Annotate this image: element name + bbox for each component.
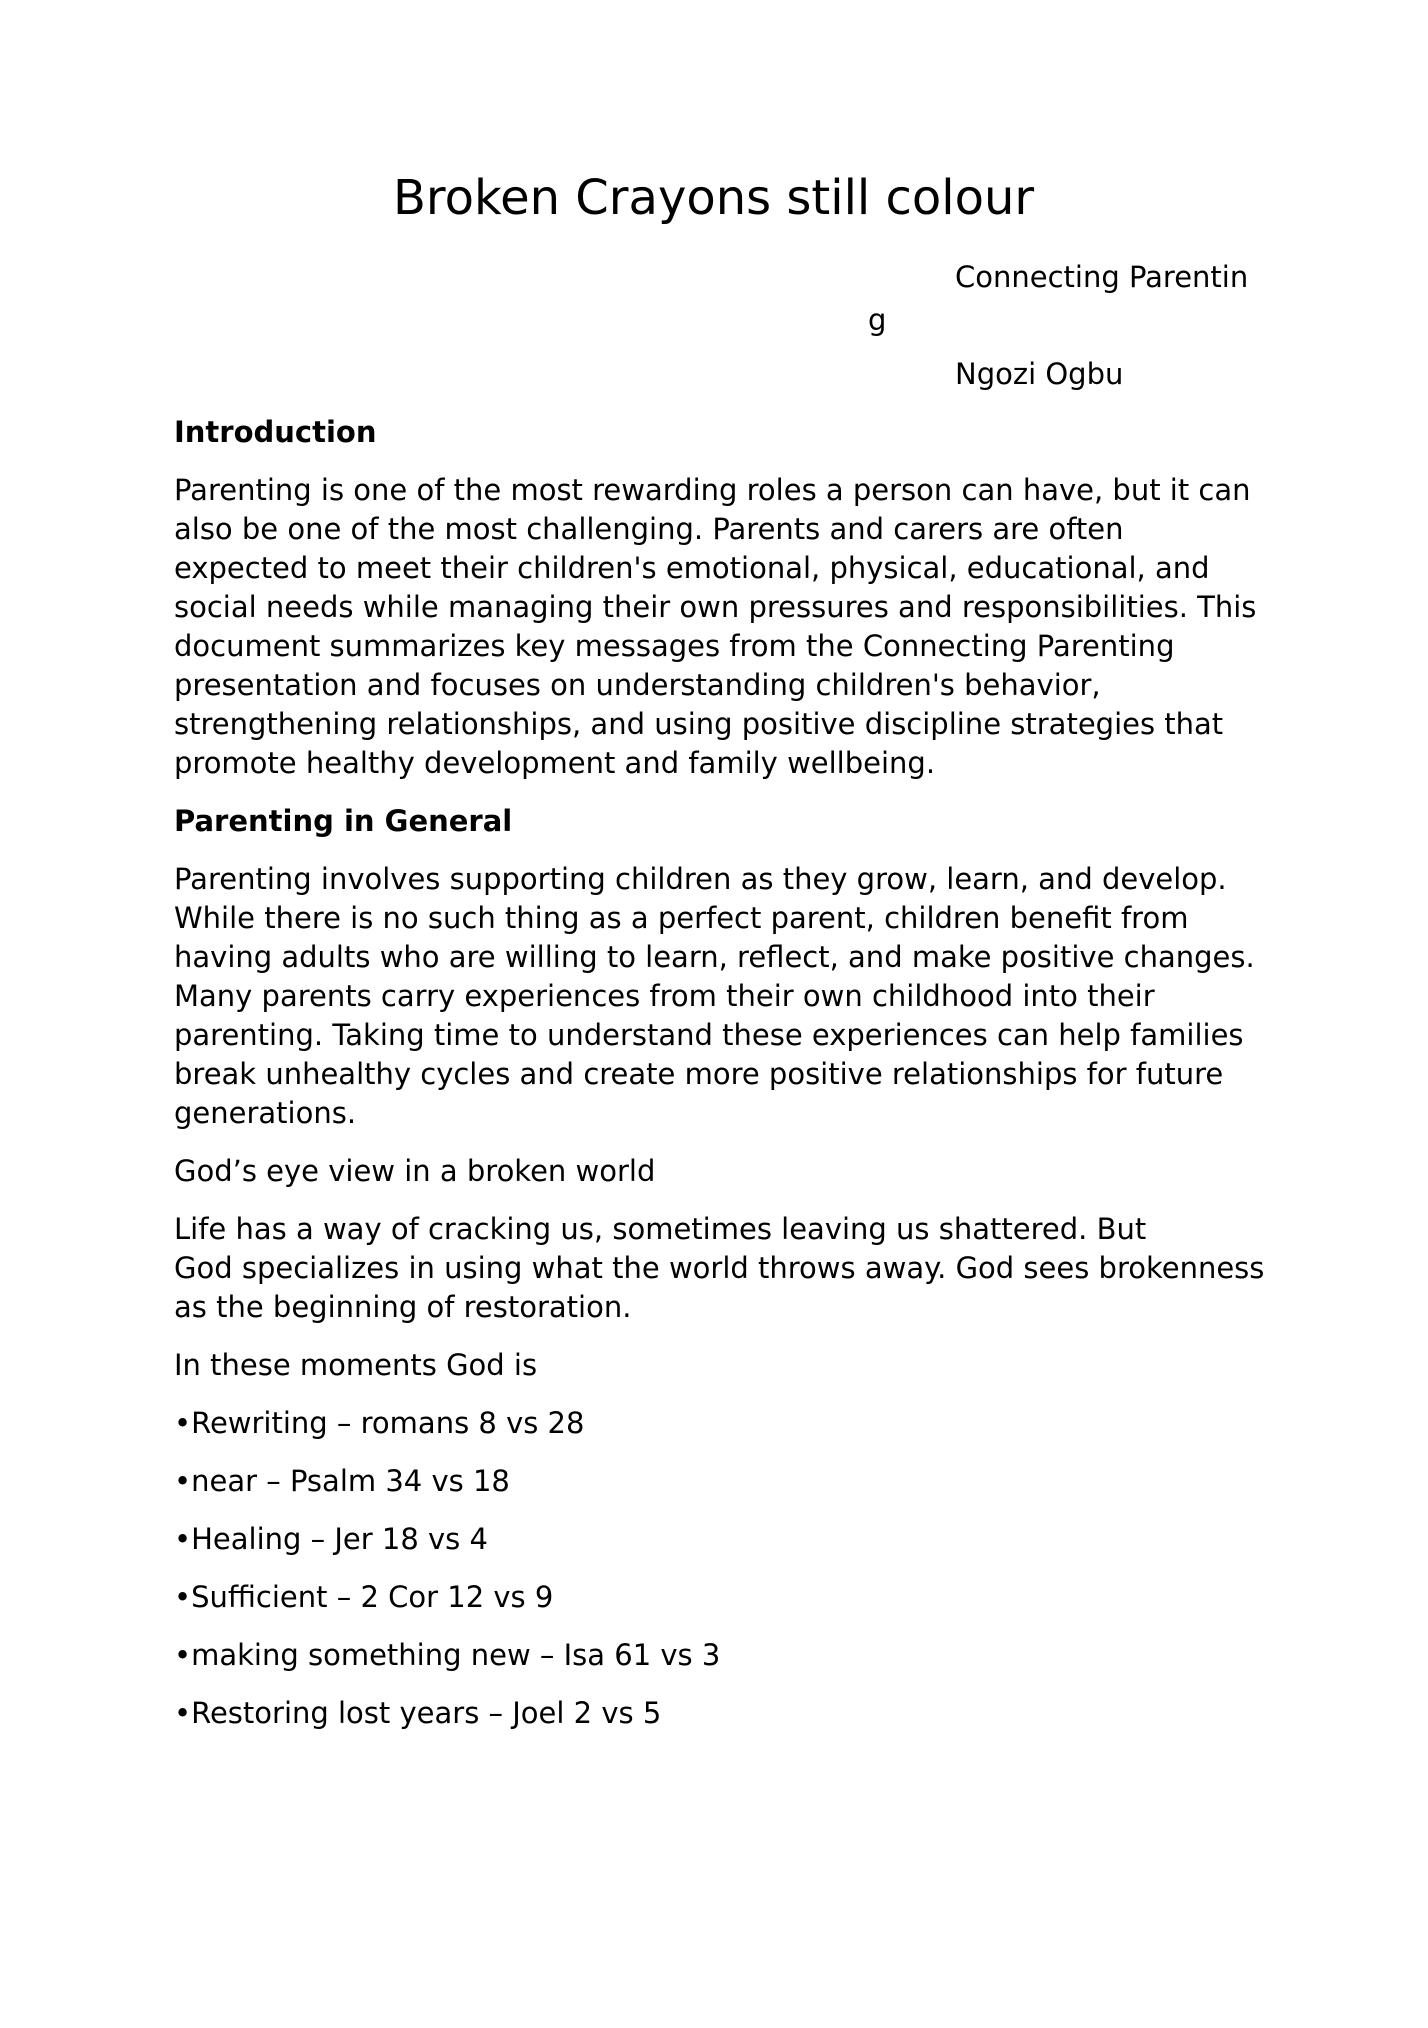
bullet-item: •Healing – Jer 18 vs 4 (174, 1522, 488, 1556)
document-title: Broken Crayons still colour (393, 170, 1035, 226)
paragraph-line: document summarizes key messages from the Connecting Parenting (174, 629, 1175, 663)
paragraph-line: having adults who are willing to learn, reflect, and make positive changes. (174, 940, 1255, 974)
introduction-paragraph (174, 471, 1284, 783)
paragraph-line: social needs while managing their own pressures and responsibilities. This (174, 590, 1257, 624)
bullet-item: •near – Psalm 34 vs 18 (174, 1464, 510, 1498)
subtitle-part-2: g (868, 303, 887, 337)
gods-eye-view-heading: God’s eye view in a broken world (174, 1154, 656, 1188)
parenting-in-general-heading: Parenting in General (174, 804, 513, 838)
paragraph-line: promote healthy development and family wellbeing. (174, 746, 936, 780)
bullet-item: •making something new – Isa 61 vs 3 (174, 1638, 721, 1672)
moments-intro: In these moments God is (174, 1348, 538, 1382)
paragraph-line: Life has a way of cracking us, sometimes leaving us shattered. But (174, 1212, 1147, 1246)
paragraph-line: While there is no such thing as a perfect parent, children benefit from (174, 901, 1189, 935)
paragraph-line: parenting. Taking time to understand these experiences can help families (174, 1018, 1244, 1052)
paragraph-line: Many parents carry experiences from their own childhood into their (174, 979, 1155, 1013)
paragraph-line: expected to meet their children's emotional, physical, educational, and (174, 551, 1210, 585)
paragraph-line: as the beginning of restoration. (174, 1290, 632, 1324)
paragraph-line: break unhealthy cycles and create more positive relationships for future (174, 1057, 1224, 1091)
paragraph-line: generations. (174, 1096, 357, 1130)
paragraph-line: presentation and focuses on understanding children's behavior, (174, 668, 1101, 702)
author-name: Ngozi Ogbu (955, 357, 1124, 391)
paragraph-line: Parenting involves supporting children as they grow, learn, and develop. (174, 862, 1227, 896)
document-body (174, 413, 1284, 1752)
paragraph-line: strengthening relationships, and using positive discipline strategies that (174, 707, 1224, 741)
gods-eye-view-paragraph (174, 1210, 1284, 1327)
parenting-in-general-paragraph (174, 860, 1284, 1133)
paragraph-line: God specializes in using what the world throws away. God sees brokenness (174, 1251, 1265, 1285)
introduction-heading: Introduction (174, 415, 377, 449)
bullet-item: •Sufficient – 2 Cor 12 vs 9 (174, 1580, 554, 1614)
bullet-item: •Rewriting – romans 8 vs 28 (174, 1406, 585, 1440)
paragraph-line: also be one of the most challenging. Parents and carers are often (174, 512, 1124, 546)
bullet-item: •Restoring lost years – Joel 2 vs 5 (174, 1696, 662, 1730)
subtitle-part-1: Connecting Parentin (955, 260, 1249, 294)
paragraph-line: Parenting is one of the most rewarding roles a person can have, but it can (174, 473, 1251, 507)
